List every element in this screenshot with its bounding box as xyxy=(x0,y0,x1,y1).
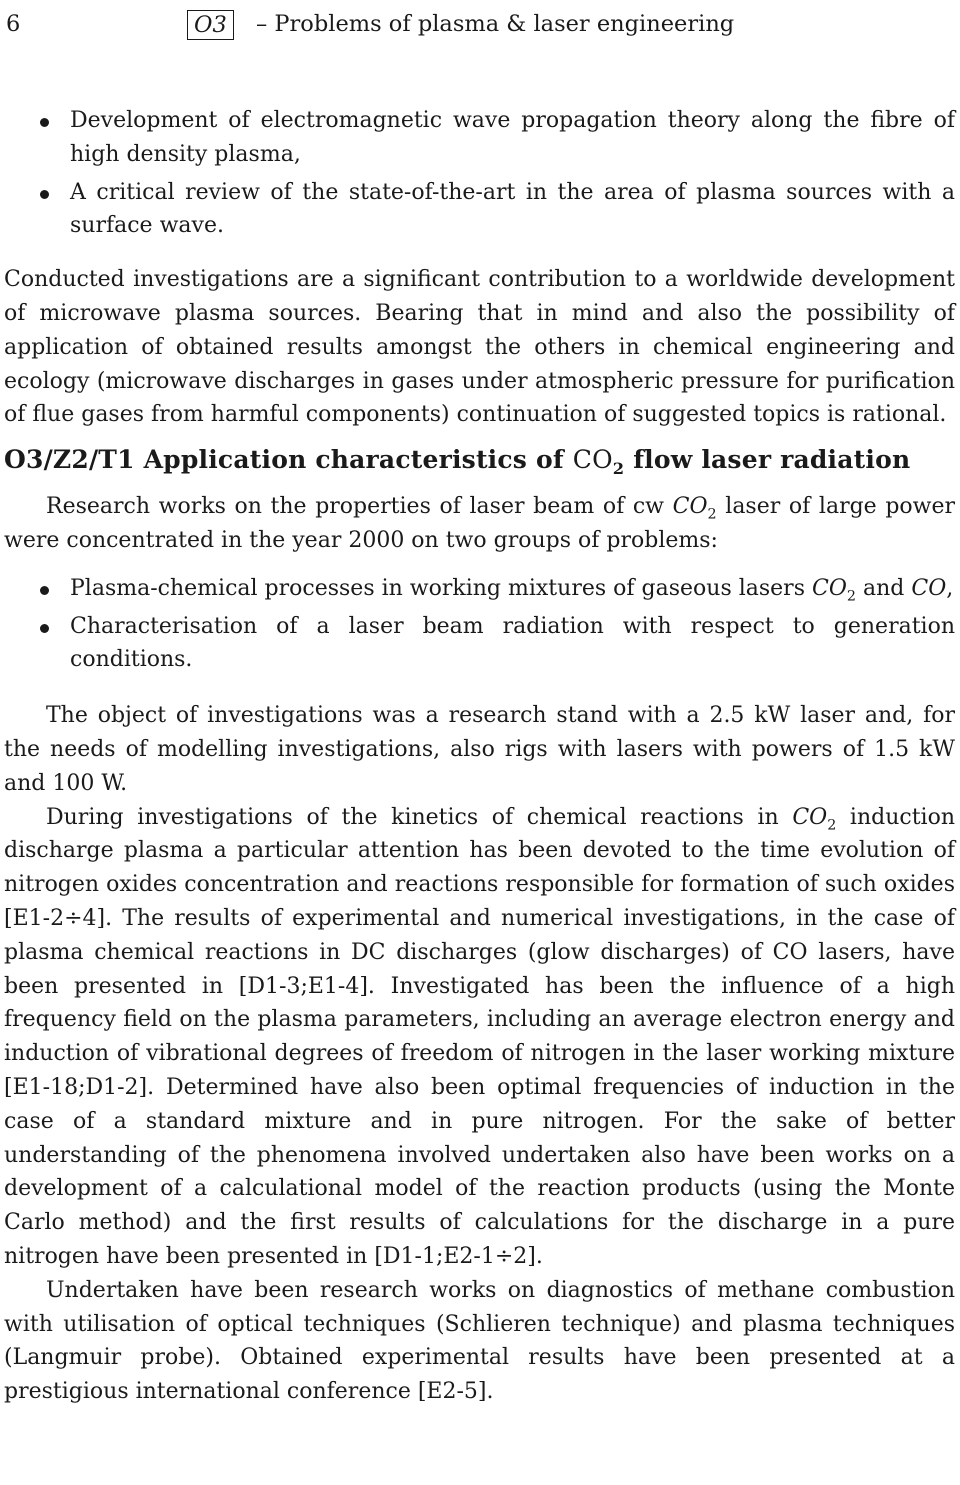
chem-formula: CO xyxy=(812,575,847,601)
text-segment: , xyxy=(946,575,954,601)
subscript: 2 xyxy=(846,588,856,605)
page-number: 6 xyxy=(6,11,21,37)
bullet-icon xyxy=(40,586,49,595)
paragraph-object: The object of investigations was a research stand with a 2.5 kW laser and, for the needs of modelling investigations, also rigs with lasers with powers of 1.5 kW and 100 W. xyxy=(4,703,955,796)
section-heading xyxy=(4,442,955,478)
running-title: – Problems of plasma & laser engineering xyxy=(256,11,735,37)
bullet-list-top xyxy=(4,104,955,243)
chem-formula: CO xyxy=(672,494,708,520)
list-item xyxy=(4,176,955,244)
subscript: 2 xyxy=(707,506,717,523)
chem-formula: CO xyxy=(911,575,947,601)
bullet-icon xyxy=(40,190,49,199)
document-body xyxy=(4,104,955,1409)
heading-tail: flow laser radiation xyxy=(633,445,911,475)
text-segment: During investigations of the kinetics of chemical reactions in xyxy=(46,804,779,830)
bullet-icon xyxy=(40,118,49,127)
text-segment: induction discharge plasma a particular attention has been devoted to the time evolution of nitrogen oxides concentration and reactions responsible for formation of such oxides [E1-2÷4]. The results of experimental and numerical investigations, in the case of plasma chemical reactions in DC discharges (glow discharges) of CO lasers, have been presented in [D1-3;E1-4]. Investigated has been the influence of a high frequency field on the plasma parameters, including an average electron energy and induction of vibrational degrees of freedom of nitrogen in the laser working mixture [E1-18;D1-2]. Determined have also been optimal frequencies of induction in the case of a standard mixture and in pure nitrogen. For the sake of better understanding of the phenomena involved undertaken also have been works on a development of a calculational model of the reaction products (using the Monte Carlo method) and the first results of calculations for the discharge in a pure nitrogen have been presented in [D1-1;E2-1÷2]. xyxy=(4,804,955,1269)
text-segment: laser of large power were concentrated in the year 2000 on two groups of problems: xyxy=(4,494,956,553)
list-item-text: A critical review of the state-of-the-art in the area of plasma sources with a surface wave. xyxy=(70,179,955,239)
paragraph-methane: Undertaken have been research works on diagnostics of methane combustion with utilisation of optical techniques (Schlieren technique) and plasma techniques (Langmuir probe). Obtained experimental results have been presented at a prestigious international conference [E2-5]. xyxy=(4,1277,955,1405)
list-item-text: Development of electromagnetic wave propagation theory along the fibre of high density plasma, xyxy=(70,108,955,167)
text-segment: and xyxy=(862,575,905,601)
text-segment: Plasma-chemical processes in working mixtures of gaseous lasers xyxy=(70,575,805,601)
list-item xyxy=(4,104,955,172)
running-header xyxy=(6,8,954,40)
paragraph-research xyxy=(4,490,955,558)
bullet-list-mid xyxy=(4,572,955,677)
heading-lead: O3/Z2/T1 Application characteristics of xyxy=(4,445,564,475)
heading-sub: 2 xyxy=(612,459,625,479)
list-item xyxy=(4,572,955,606)
section-code-box: O3 xyxy=(187,10,234,40)
subscript: 2 xyxy=(827,816,837,833)
chem-formula: CO xyxy=(792,804,828,830)
list-item xyxy=(4,610,955,678)
heading-chem: CO xyxy=(572,445,613,475)
paragraph-kinetics xyxy=(4,801,955,1274)
bullet-icon xyxy=(40,624,49,633)
paragraph-intro: Conducted investigations are a significant contribution to a worldwide development of microwave plasma sources. Bearing that in mind and also the possibility of application of obtained results amongst the others in chemical engineering and ecology (microwave discharges in gases under atmospheric pressure for purification of flue gases from harmful components) continuation of suggested topics is rational. xyxy=(4,267,955,428)
text-segment: Research works on the properties of laser beam of cw xyxy=(46,494,665,520)
list-item-text: Characterisation of a laser beam radiation with respect to generation conditions. xyxy=(70,613,955,673)
